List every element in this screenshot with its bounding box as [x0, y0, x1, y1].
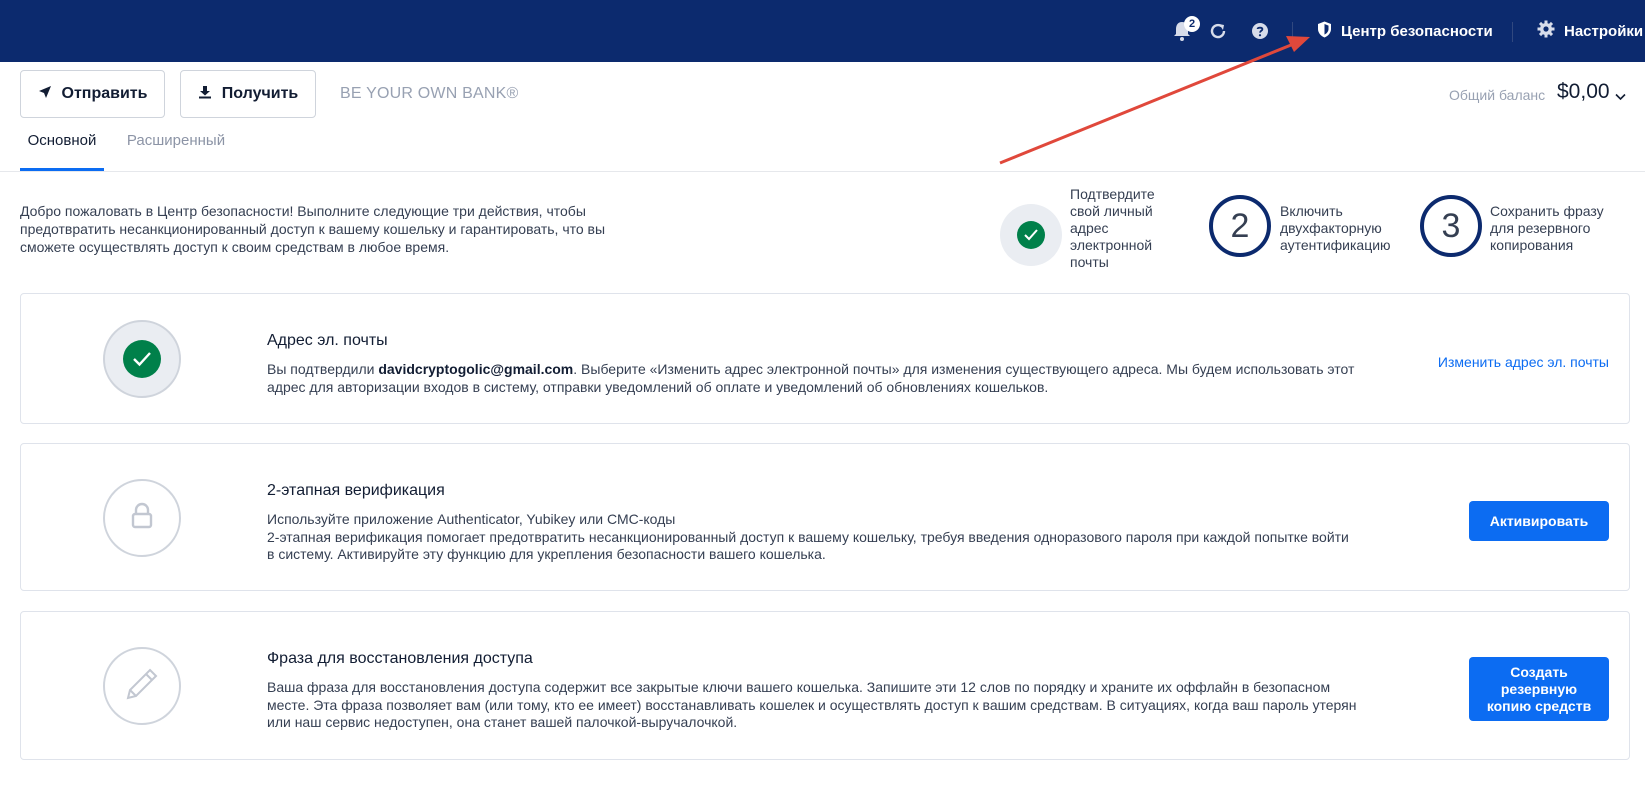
- settings-link[interactable]: [1537, 0, 1643, 62]
- receive-label: Получить: [221, 85, 299, 102]
- shield-icon: [1317, 21, 1332, 42]
- settings-label: Настройки: [1564, 22, 1644, 40]
- recovery-phrase-title: Фраза для восстановления доступа: [267, 650, 533, 667]
- activate-2fa-button[interactable]: Активировать: [1469, 501, 1609, 541]
- lock-icon: [130, 502, 154, 535]
- change-email-link[interactable]: Изменить адрес эл. почты: [1437, 354, 1609, 370]
- topbar-divider: [1512, 22, 1513, 42]
- balance-label: Общий баланс: [1449, 87, 1546, 103]
- security-center-label: Центр безопасности: [1341, 22, 1493, 40]
- tab-basic[interactable]: [20, 132, 104, 172]
- send-icon: [38, 85, 52, 104]
- notification-badge: 2: [1184, 16, 1200, 32]
- send-button[interactable]: [20, 70, 165, 118]
- receive-button[interactable]: [180, 70, 316, 118]
- tab-label: Основной: [27, 132, 97, 149]
- topbar-divider: [1292, 22, 1293, 42]
- check-icon: [1017, 221, 1045, 249]
- step-1-text: Подтвердите свой личный адрес электронной почты: [1070, 186, 1155, 270]
- two-factor-card: [20, 443, 1630, 591]
- pencil-icon: [122, 664, 162, 709]
- email-card-title: Адрес эл. почты: [267, 332, 388, 349]
- chevron-down-icon[interactable]: [1615, 88, 1626, 106]
- email-card: [20, 293, 1630, 424]
- tagline: BE YOUR OWN BANK®: [340, 85, 519, 102]
- step-2-text: Включить двухфакторную аутентификацию: [1280, 203, 1391, 253]
- security-center-link[interactable]: [1317, 0, 1493, 62]
- two-factor-title: 2-этапная верификация: [267, 482, 445, 499]
- help-icon[interactable]: [1248, 19, 1272, 43]
- top-bar: [0, 0, 1645, 62]
- refresh-icon[interactable]: [1206, 19, 1230, 43]
- step-3-number: 3: [1420, 195, 1482, 257]
- tab-advanced[interactable]: [120, 132, 232, 172]
- tabs-divider: [0, 171, 1645, 172]
- recovery-phrase-description: Ваша фраза для восстановления доступа содержит все закрытые ключи вашего кошелька. Запишите эти 12 слов по порядку и храните их оффлайн в безопасном месте. Эта фраза позволяет вам (или тому, кто ее имеет) восстанавливать кошелек и осуществлять доступ к вашим средствам. В ситуациях, когда ваш пароль утерян или наш сервис недоступен, она станет вашей палочкой-выручалочкой.: [267, 679, 1357, 730]
- email-card-description: Вы подтвердили davidcryptogolic@gmail.com. Выберите «Изменить адрес электронной почты» для изменения существующего адреса. Мы будем использовать этот адрес для авторизации входов в систему, отправки уведомлений об оплате и уведомлений об обновлениях кошельков.: [267, 361, 1355, 395]
- intro-text: Добро пожаловать в Центр безопасности! Выполните следующие три действия, чтобы предотвратить несанкционированный доступ к вашему кошельку и гарантировать, что вы сможете осуществлять доступ к своим средствам в любое время.: [20, 203, 606, 255]
- backup-funds-button[interactable]: Создать резервную копию средств: [1469, 657, 1609, 721]
- balance-value[interactable]: $0,00: [1557, 80, 1610, 103]
- recovery-phrase-status: [103, 647, 181, 725]
- check-icon: [123, 340, 161, 378]
- gear-icon: [1537, 20, 1555, 42]
- verified-email: davidcryptogolic@gmail.com: [378, 361, 574, 377]
- step-2-number: 2: [1209, 195, 1271, 257]
- step-3-text: Сохранить фразу для резервного копирования: [1490, 203, 1604, 253]
- step-1-status: [1000, 204, 1062, 266]
- download-icon: [198, 85, 212, 104]
- two-factor-status: [103, 479, 181, 557]
- two-factor-description: Используйте приложение Authenticator, Yubikey или СМС-коды 2-этапная верификация помогает предотвратить несанкционированный доступ к вашему кошельку, требуя введения одноразового пароля при каждой попытке войти в систему. Активируйте эту функцию для укрепления безопасности вашего кошелька.: [267, 511, 1349, 562]
- send-label: Отправить: [61, 85, 148, 102]
- recovery-phrase-card: [20, 611, 1630, 760]
- tab-label: Расширенный: [126, 132, 226, 149]
- email-verified-status: [103, 320, 181, 398]
